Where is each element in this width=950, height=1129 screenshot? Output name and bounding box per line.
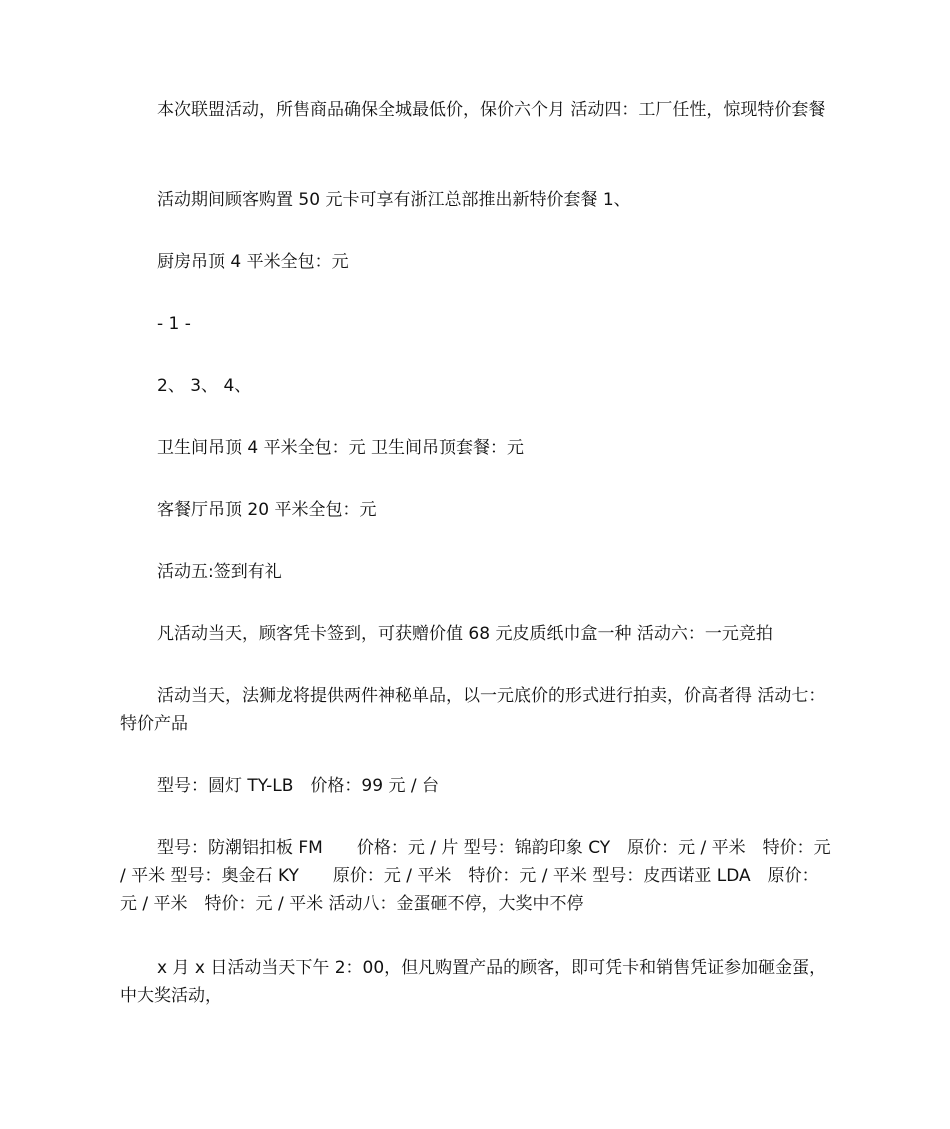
paragraph-kitchen-ceiling: 厨房吊顶 4 平米全包：元 [157, 252, 349, 272]
paragraph-model-list: 型号：防潮铝扣板 FM 价格：元 / 片 型号：锦韵印象 CY 原价：元 / 平米 特价：元 / 平米 型号：奥金石 KY 原价：元 / 平米 特价：元 / 平米 型号：皮西诺亚 LDA 原价：元 / 平米 特价：元 / 平米 活动八：金蛋砸不停，大奖中不停 [120, 838, 831, 914]
paragraph-bathroom-ceiling: 卫生间吊顶 4 平米全包：元 卫生间吊顶套餐：元 [157, 438, 525, 458]
paragraph-activity-five: 活动五:签到有礼 [157, 562, 282, 582]
paragraph-card-offer: 活动期间顾客购置 50 元卡可享有浙江总部推出新特价套餐 1、 [157, 190, 631, 210]
paragraph-auction: 活动当天，法狮龙将提供两件神秘单品，以一元底价的形式进行拍卖，价高者得 活动七：特价产品 [120, 686, 826, 734]
paragraph-sign-in-gift: 凡活动当天，顾客凭卡签到，可获赠价值 68 元皮质纸巾盒一种 活动六：一元竞拍 [157, 624, 773, 644]
paragraph-golden-egg: x 月 x 日活动当天下午 2：00，但凡购置产品的顾客，即可凭卡和销售凭证参加砸金蛋，中大奖活动， [120, 958, 827, 1006]
paragraph-model-round-lamp: 型号：圆灯 TY-LB 价格：99 元 / 台 [157, 776, 439, 796]
paragraph-activity-four: 本次联盟活动，所售商品确保全城最低价，保价六个月 活动四：工厂任性，惊现特价套餐 [157, 100, 826, 120]
paragraph-living-room-ceiling: 客餐厅吊顶 20 平米全包：元 [157, 500, 377, 520]
page-number: - 1 - [157, 314, 191, 334]
paragraph-list-numbers: 2、 3、 4、 [157, 376, 252, 396]
